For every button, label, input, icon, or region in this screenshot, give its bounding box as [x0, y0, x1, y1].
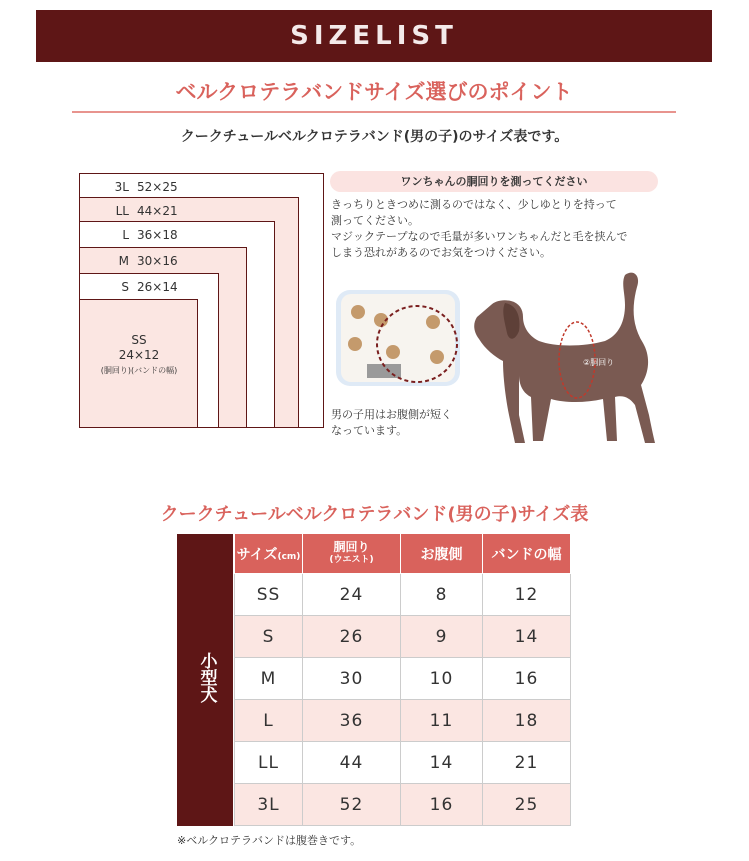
diagram-dims: 26×14: [137, 280, 178, 294]
category-label: [177, 652, 235, 709]
table-footnote: ※ベルクロテラバンドは腹巻きです。: [177, 834, 362, 847]
section-subtitle: ベルクロテラバンドサイズ選びのポイント: [175, 80, 573, 104]
cell-band: 12: [483, 574, 571, 616]
bear-print-icon: [348, 337, 362, 351]
cell-size: LL: [235, 742, 303, 784]
diagram-row: [79, 180, 279, 194]
banner-title: SIZELIST: [290, 21, 458, 51]
bear-print-icon: [426, 315, 440, 329]
header-size: サイズ(cm): [235, 534, 303, 574]
cell-size: 3L: [235, 784, 303, 826]
diagram-size: M: [118, 254, 129, 268]
dog-illustration: [465, 265, 685, 455]
cell-belly: 11: [401, 700, 483, 742]
size-table-title: クークチュールベルクロテラバンド(男の子)サイズ表: [160, 504, 589, 525]
measure-note: [331, 197, 691, 261]
sizelist-banner: [36, 10, 712, 62]
diagram-row: [79, 204, 279, 218]
header-waist: 胴回り (ウエスト): [303, 534, 401, 574]
diagram-size: 3L: [114, 180, 129, 194]
cell-band: 14: [483, 616, 571, 658]
header-band: バンドの幅: [483, 534, 571, 574]
diagram-size: S: [121, 280, 129, 294]
diagram-ss-label: [80, 333, 198, 378]
measure-pill: ワンちゃんの胴回りを測ってください: [330, 171, 658, 192]
dog-silhouette: [474, 273, 655, 443]
bear-print-icon: [430, 350, 444, 364]
diagram-dims: 30×16: [137, 254, 178, 268]
table-row: [235, 616, 571, 658]
cell-size: M: [235, 658, 303, 700]
cell-belly: 10: [401, 658, 483, 700]
measure-note-line: きっちりときつめに測るのではなく、少しゆとりを持って: [331, 198, 617, 211]
cell-belly: 16: [401, 784, 483, 826]
cell-waist: 36: [303, 700, 401, 742]
measure-note-line: 測ってください。: [331, 214, 419, 227]
cell-size: SS: [235, 574, 303, 616]
diagram-ss-size: SS: [131, 333, 147, 347]
bear-print-icon: [386, 345, 400, 359]
diagram-row: [79, 280, 279, 294]
subtitle-underline: [72, 111, 676, 113]
diagram-dims: 44×21: [137, 204, 178, 218]
section-caption: クークチュールベルクロテラバンド(男の子)のサイズ表です。: [180, 129, 569, 145]
category-column: [176, 533, 234, 827]
cell-band: 18: [483, 700, 571, 742]
header-belly: お腹側: [401, 534, 483, 574]
table-row: [235, 574, 571, 616]
product-note-line: 男の子用はお腹側が短く: [331, 408, 452, 421]
cell-band: 16: [483, 658, 571, 700]
cell-band: 21: [483, 742, 571, 784]
table-row: [235, 658, 571, 700]
product-illustration: [333, 282, 463, 392]
cell-belly: 9: [401, 616, 483, 658]
cell-waist: 30: [303, 658, 401, 700]
table-row: [235, 784, 571, 826]
bear-print-icon: [351, 305, 365, 319]
diagram-size: LL: [115, 204, 129, 218]
diagram-row: [79, 254, 279, 268]
diagram-ss-dims: 24×12: [118, 348, 160, 362]
category-text: 小型犬: [196, 652, 217, 703]
measure-note-line: マジックテープなので毛量が多いワンちゃんだと毛を挟んで: [331, 230, 628, 243]
cell-size: S: [235, 616, 303, 658]
size-table: [234, 533, 571, 826]
cell-waist: 52: [303, 784, 401, 826]
measure-note-line: しまう恐れがあるのでお気をつけください。: [331, 246, 551, 259]
size-table-header: [235, 534, 571, 574]
cell-waist: 26: [303, 616, 401, 658]
diagram-ss-note: (胴回り)(バンドの幅): [100, 366, 178, 375]
cell-belly: 8: [401, 574, 483, 616]
diagram-size: L: [122, 228, 129, 242]
diagram-dims: 52×25: [137, 180, 178, 194]
table-row: [235, 742, 571, 784]
cell-band: 25: [483, 784, 571, 826]
diagram-dims: 36×18: [137, 228, 178, 242]
dog-waist-label: ②胴回り: [583, 358, 615, 367]
diagram-row: [79, 228, 279, 242]
cell-size: L: [235, 700, 303, 742]
table-row: [235, 700, 571, 742]
cell-waist: 44: [303, 742, 401, 784]
product-note: [331, 407, 481, 439]
product-note-line: なっています。: [331, 424, 408, 437]
cell-belly: 14: [401, 742, 483, 784]
cell-waist: 24: [303, 574, 401, 616]
